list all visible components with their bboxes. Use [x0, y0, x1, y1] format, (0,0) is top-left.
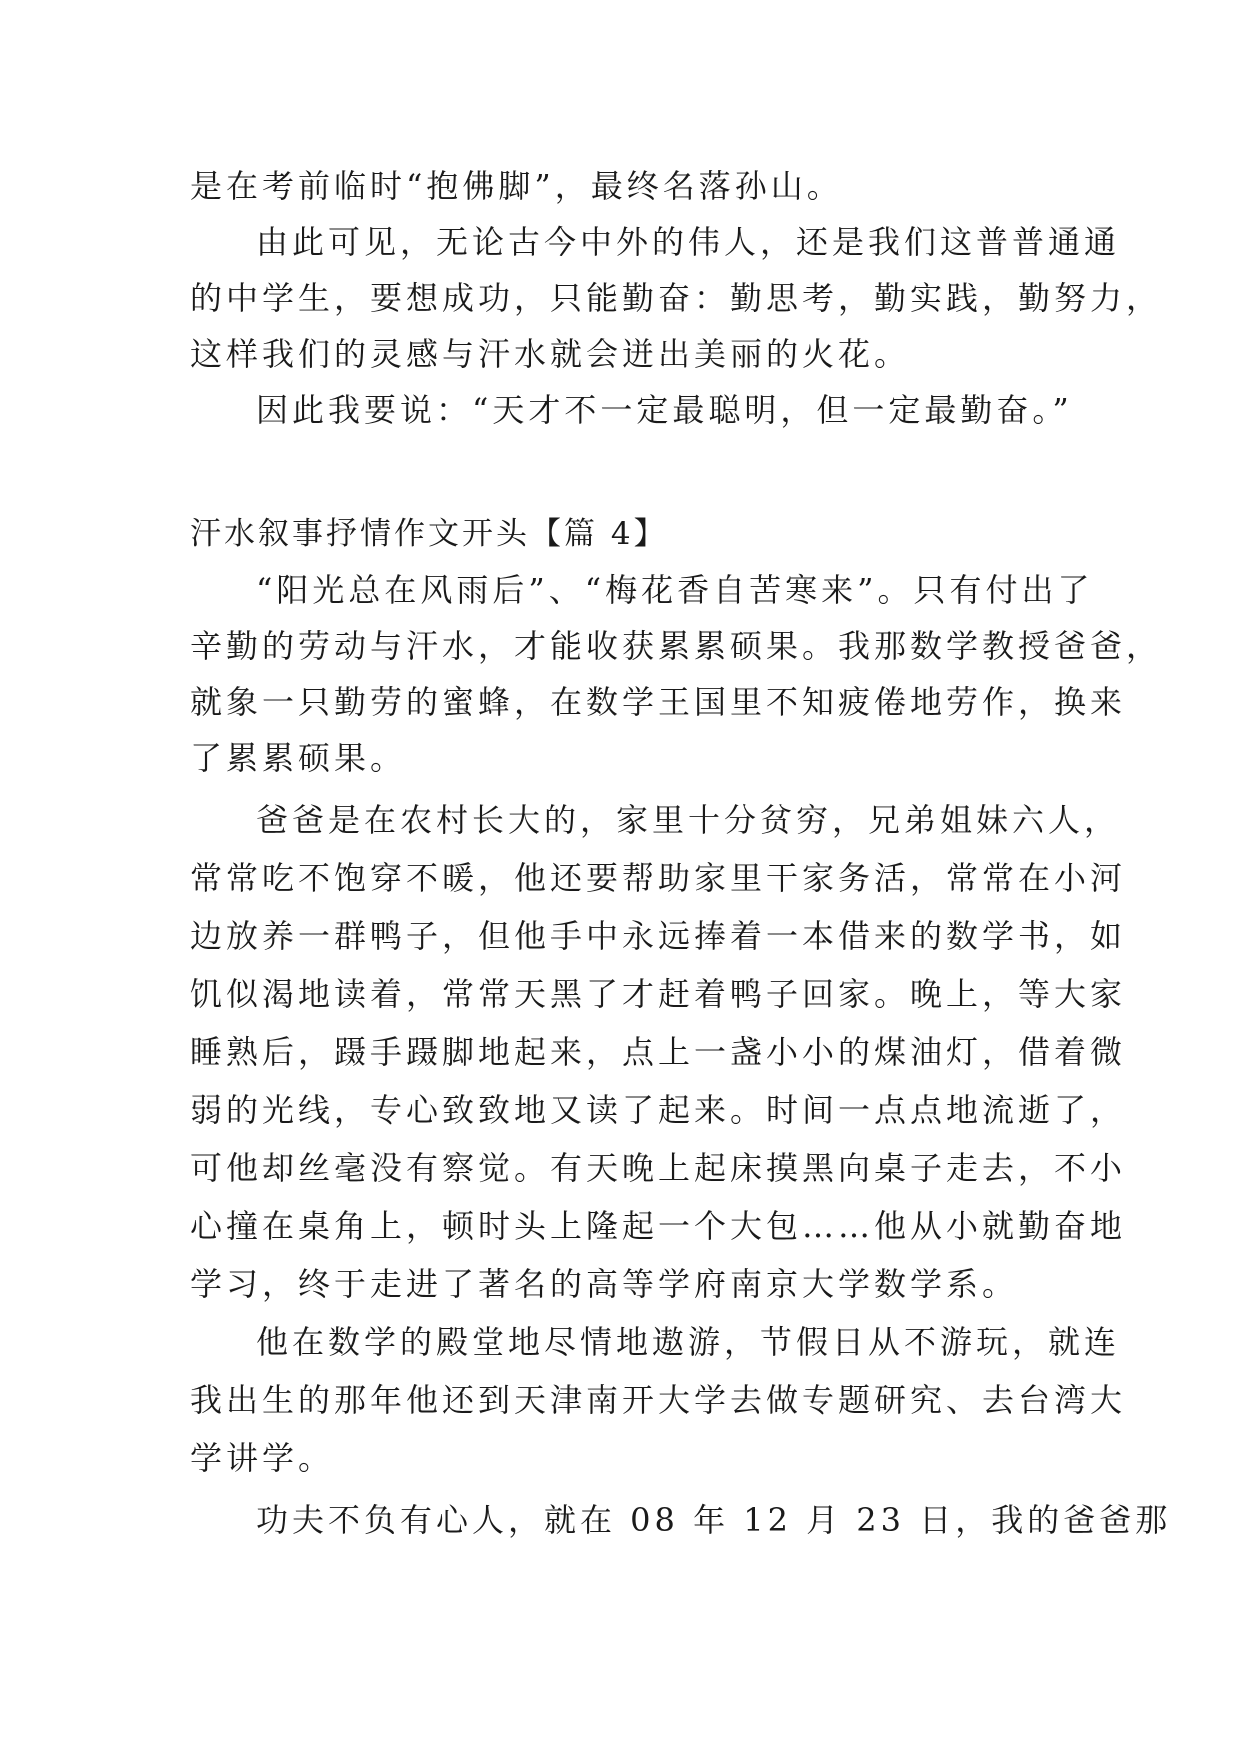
paragraph-line: 由此可见，无论古今中外的伟人，还是我们这普普通通 [256, 223, 1121, 261]
paragraph-line: 功夫不负有心人，就在 08 年 12 月 23 日，我的爸爸那 [256, 1501, 1172, 1539]
paragraph-line: 了累累硕果。 [190, 739, 407, 777]
paragraph-line: 常常吃不饱穿不暖，他还要帮助家里干家务活，常常在小河 [190, 859, 1127, 897]
paragraph-line: 弱的光线，专心致致地又读了起来。时间一点点地流逝了， [190, 1091, 1127, 1129]
paragraph-line: 他在数学的殿堂地尽情地遨游，节假日从不游玩，就连 [256, 1323, 1121, 1361]
paragraph-line: “阳光总在风雨后”、“梅花香自苦寒来”。只有付出了 [256, 571, 1094, 609]
paragraph-line: 就象一只勤劳的蜜蜂，在数学王国里不知疲倦地劳作，换来 [190, 683, 1127, 721]
paragraph-line: 这样我们的灵感与汗水就会迸出美丽的火花。 [190, 335, 911, 373]
paragraph-line: 是在考前临时“抱佛脚”，最终名落孙山。 [190, 167, 843, 205]
paragraph-line: 饥似渴地读着，常常天黑了才赶着鸭子回家。晚上，等大家 [190, 975, 1127, 1013]
paragraph-line: 边放养一群鸭子，但他手中永远捧着一本借来的数学书，如 [190, 917, 1127, 955]
paragraph-line: 学习，终于走进了著名的高等学府南京大学数学系。 [190, 1265, 1019, 1303]
paragraph-line: 心撞在桌角上，顿时头上隆起一个大包……他从小就勤奋地 [190, 1207, 1127, 1245]
section-heading: 汗水叙事抒情作文开头【篇 4】 [190, 516, 668, 552]
paragraph-line: 辛勤的劳动与汗水，才能收获累累硕果。我那数学教授爸爸， [190, 627, 1163, 665]
paragraph-line: 的中学生，要想成功，只能勤奋：勤思考，勤实践，勤努力， [190, 279, 1163, 317]
paragraph-line: 因此我要说：“天才不一定最聪明，但一定最勤奋。” [256, 391, 1073, 429]
paragraph-line: 可他却丝毫没有察觉。有天晚上起床摸黑向桌子走去，不小 [190, 1149, 1127, 1187]
paragraph-line: 我出生的那年他还到天津南开大学去做专题研究、去台湾大 [190, 1381, 1127, 1419]
paragraph-line: 学讲学。 [190, 1439, 335, 1477]
paragraph-line: 爸爸是在农村长大的，家里十分贫穷，兄弟姐妹六人， [256, 801, 1121, 839]
paragraph-line: 睡熟后，蹑手蹑脚地起来，点上一盏小小的煤油灯，借着微 [190, 1033, 1127, 1071]
